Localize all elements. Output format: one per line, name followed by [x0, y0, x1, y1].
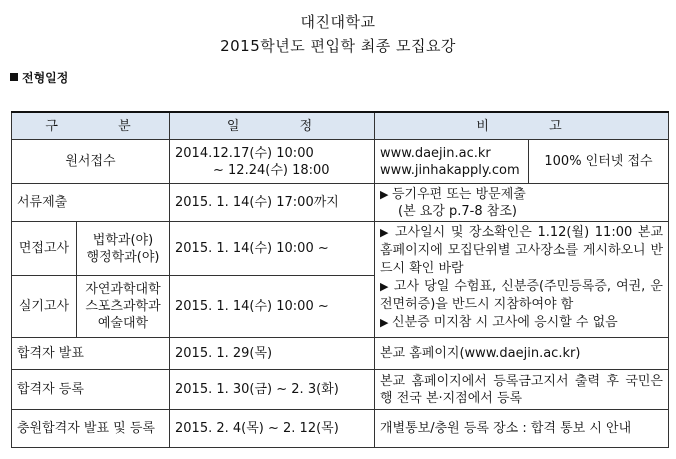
table-row: [12, 338, 669, 370]
row-label-application: 원서접수: [12, 140, 170, 184]
exam-note-1: ▶ 고사일시 및 장소확인은 1.12(월) 11:00 본교 홈페이지에 모집단위별 고사장소를 게시하오니 반드시 확인 바람: [380, 224, 663, 278]
schedule-interview: 2015. 1. 14(수) 10:00 ~: [170, 222, 375, 276]
practical-departments: [77, 276, 170, 338]
exam-note-2: ▶ 고사 당일 수험표, 신분증(주민등록증, 여권, 운전면허증)을 반드시 지참하여야 함: [380, 278, 663, 314]
schedule-register: 2015. 1. 30(금) ~ 2. 3(화): [170, 370, 375, 410]
row-label-documents: 서류제출: [12, 184, 170, 222]
document-title: 대진대학교: [300, 13, 376, 31]
schedule-additional: 2015. 2. 4(목) ~ 2. 12(목): [170, 410, 375, 448]
remark-register: 본교 홈페이지에서 등록금고지서 출력 후 국민은행 전국 본·지점에서 등록: [375, 370, 669, 410]
remark-additional: 개별통보/충원 등록 장소 : 합격 통보 시 안내: [375, 410, 669, 448]
document-subtitle: 2015학년도 편입학 최종 모집요강: [220, 37, 456, 55]
practical-dept-sports: 스포츠과학과: [85, 299, 161, 314]
table-row: [12, 222, 669, 276]
section-heading: [10, 69, 68, 86]
practical-dept-arts: 예술대학: [97, 316, 149, 331]
application-urls: [375, 140, 529, 184]
remark-documents-line1: ▶ 등기우편 또는 방문제출: [380, 186, 663, 203]
table-row: [12, 370, 669, 410]
schedule-application: [170, 140, 375, 184]
table-row: [12, 410, 669, 448]
schedule-practical: 2015. 1. 14(수) 10:00 ~: [170, 276, 375, 338]
square-bullet-icon: [10, 73, 18, 81]
schedule-application-line1: 2014.12.17(수) 10:00: [175, 145, 314, 161]
schedule-application-line2: ~ 12.24(수) 18:00: [213, 162, 330, 178]
interview-dept-admin: 행정학과(야): [86, 249, 160, 265]
section-heading-label: 전형일정: [22, 71, 69, 85]
schedule-documents: 2015. 1. 14(수) 17:00까지: [170, 184, 375, 222]
row-label-announce: 합격자 발표: [12, 338, 170, 370]
table-row: [12, 140, 669, 184]
interview-departments: [77, 222, 170, 276]
header-category: 구 분: [12, 112, 170, 140]
url-daejin[interactable]: www.daejin.ac.kr: [380, 145, 491, 161]
schedule-table: [11, 111, 669, 448]
header-remarks: 비 고: [375, 112, 669, 140]
table-header-row: [12, 112, 669, 140]
exam-note-3: ▶ 신분증 미지참 시 고사에 응시할 수 없음: [380, 314, 663, 332]
remark-announce: 본교 홈페이지(www.daejin.ac.kr): [375, 338, 669, 370]
application-note: 100% 인터넷 접수: [529, 140, 669, 184]
row-label-additional: 충원합격자 발표 및 등록: [12, 410, 170, 448]
schedule-announce: 2015. 1. 29(목): [170, 338, 375, 370]
url-jinhakapply[interactable]: www.jinhakapply.com: [380, 162, 520, 178]
row-label-practical: 실기고사: [12, 276, 77, 338]
row-label-register: 합격자 등록: [12, 370, 170, 410]
row-label-interview: 면접고사: [12, 222, 77, 276]
remark-documents-line2: (본 요강 p.7-8 참조): [398, 203, 517, 219]
interview-dept-law: 법학과(야): [92, 232, 154, 248]
practical-dept-natural-science: 자연과학대학: [85, 282, 161, 297]
table-row: [12, 184, 669, 222]
header-schedule: 일 정: [170, 112, 375, 140]
exam-notes: [375, 222, 669, 338]
remark-documents: [375, 184, 669, 222]
